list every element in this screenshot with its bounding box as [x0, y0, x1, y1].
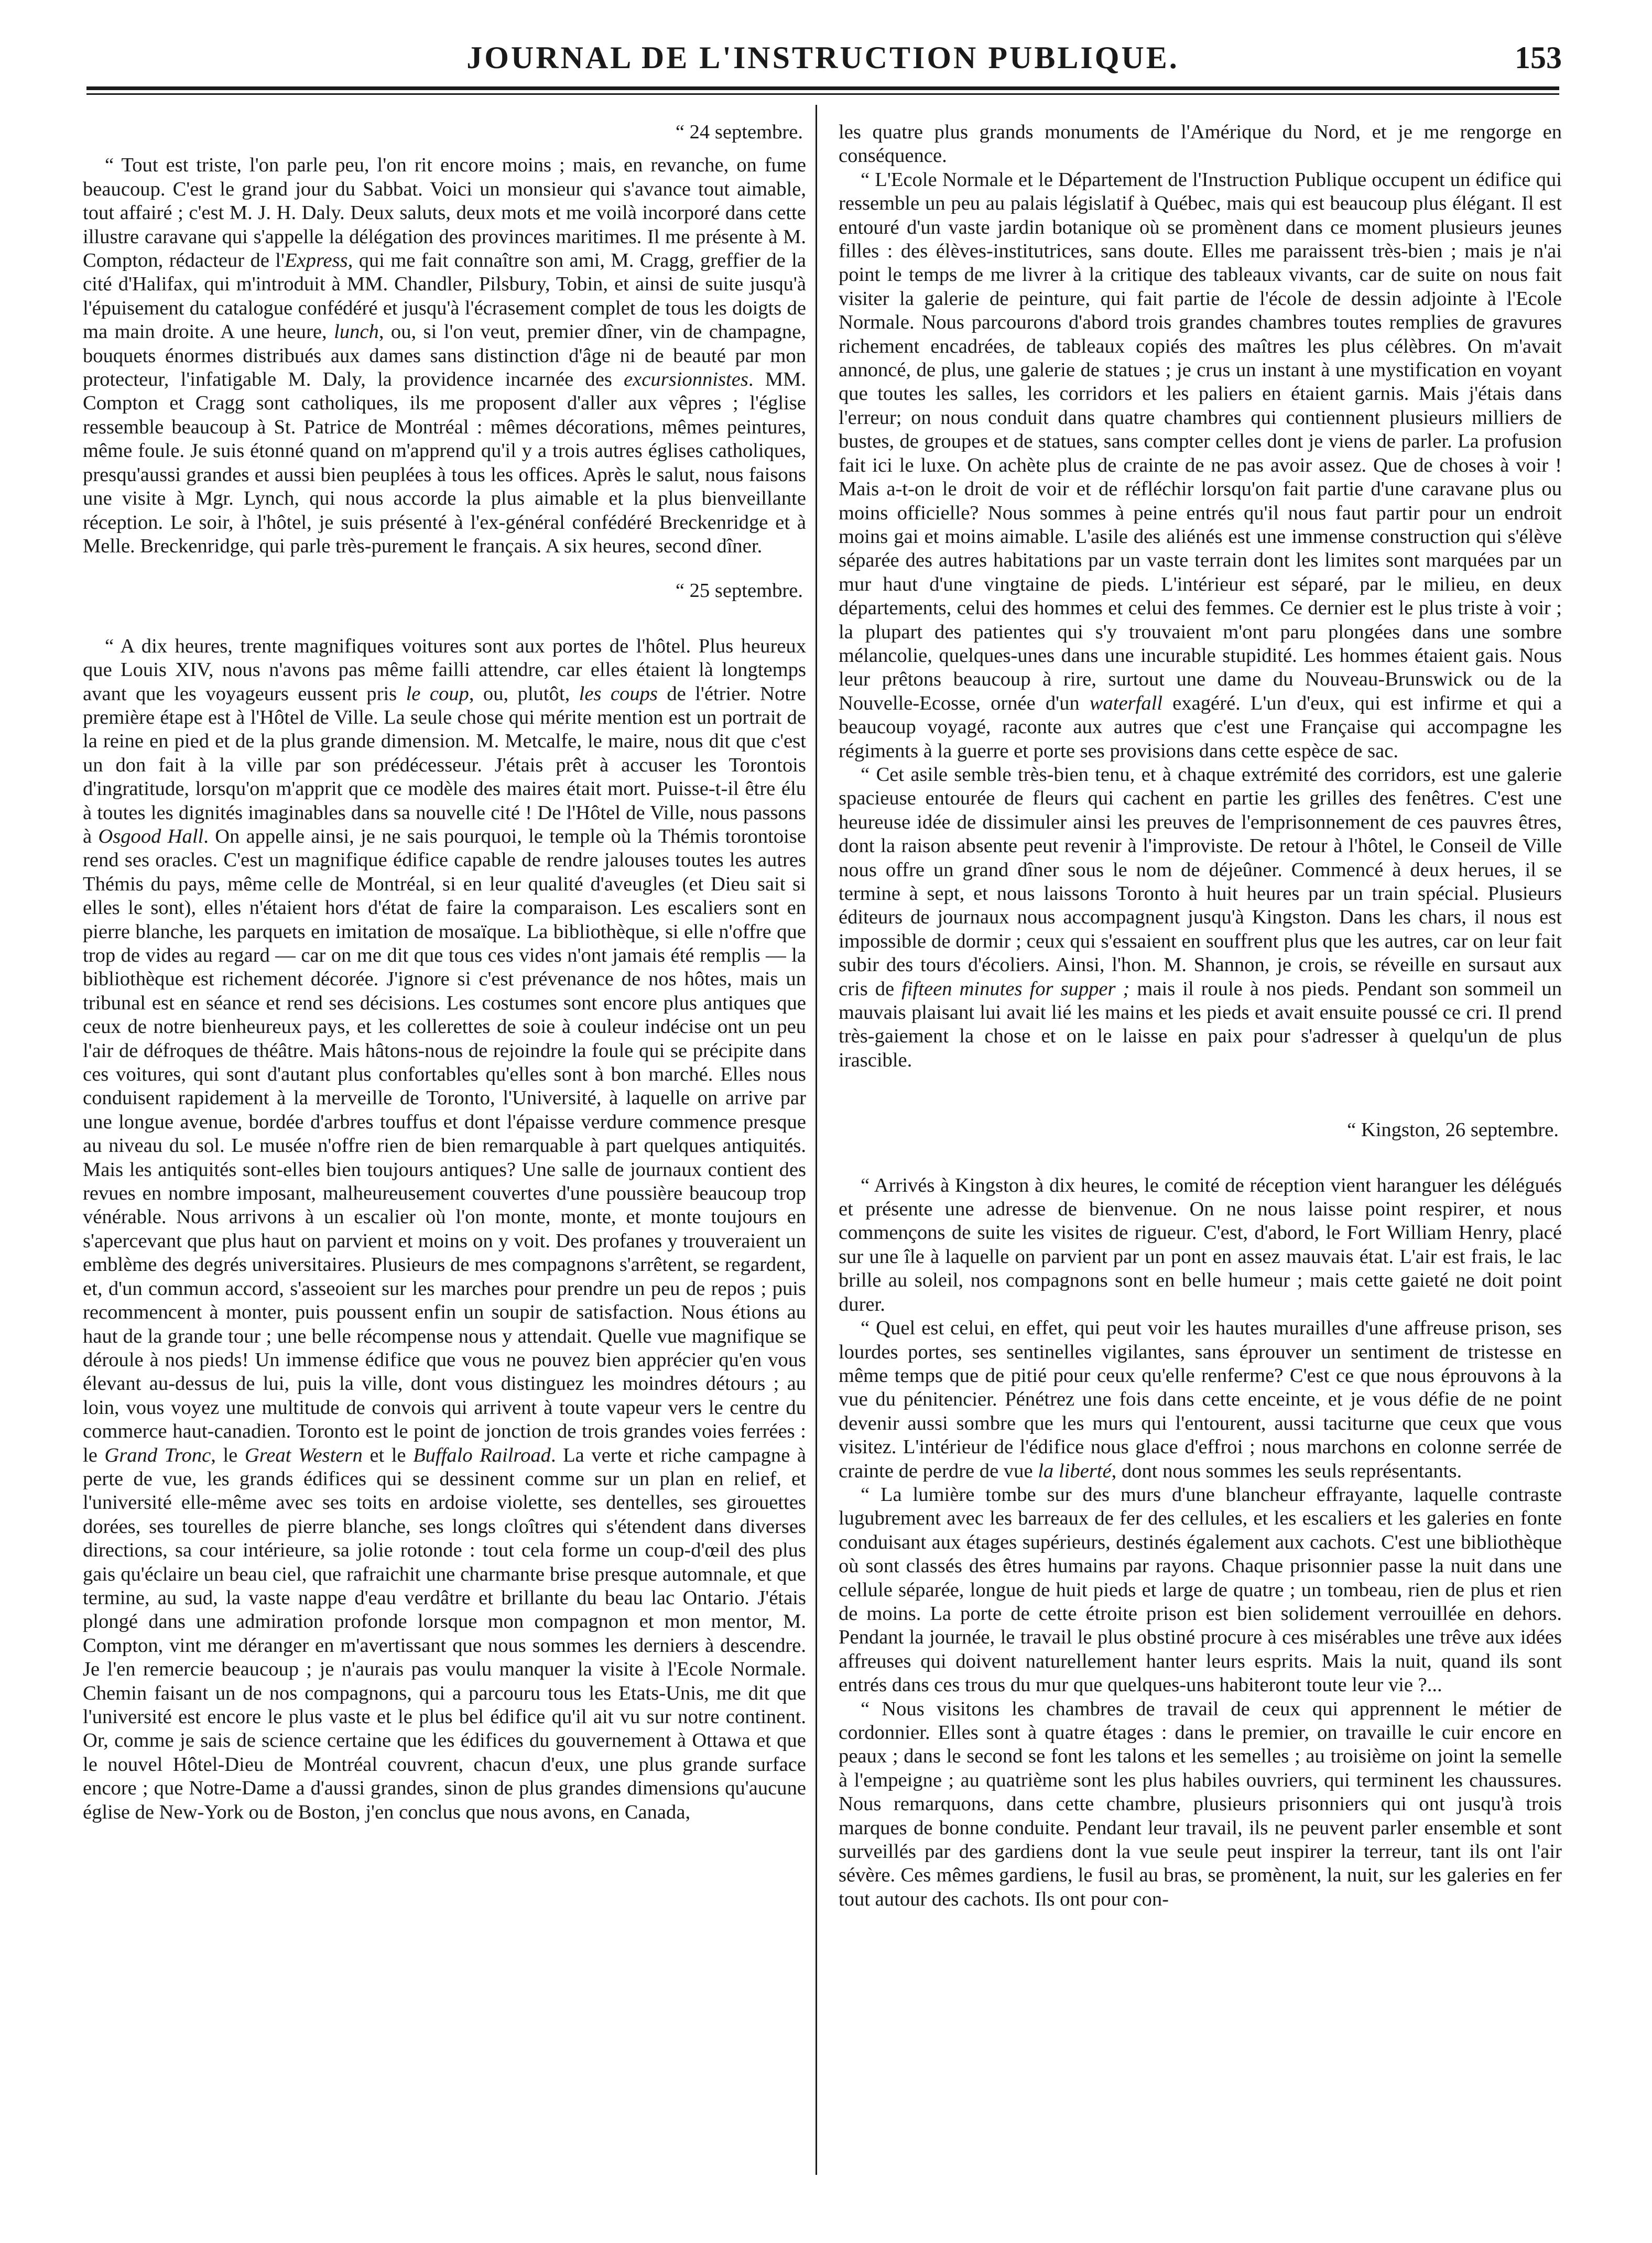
journal-title: JOURNAL DE L'INSTRUCTION PUBLIQUE. [466, 40, 1179, 75]
right-column [839, 121, 1562, 1911]
paragraph-ecole-normale: “ L'Ecole Normale et le Département de l'Instruction Publique occupent un édifice qui ressemble un peu au palais législatif à Québec, mais qui est beaucoup plus élégant. Il est entouré d'un vaste jardin botanique où se promènent dans ce moment plusieurs jeunes filles : des élèves-institutrices, sans doute. Elles me paraissent très-bien ; mais je n'ai point le temps de me livrer à la critique des tableaux vivants, car de suite on nous fait visiter la galerie de peinture, qui fait partie de l'école de dessin adjointe à l'Ecole Normale. Nous parcourons d'abord trois grandes chambres toutes remplies de gravures richement encadrées, de tableaux copiés des maîtres les plus célèbres. On m'avait annoncé, de plus, une galerie de statues ; je crus un instant à une mystification en voyant que toutes les salles, les corridors et les paliers en étaient garnis. Mais j'étais dans l'erreur; on nous conduit dans quatre chambres qui contiennent plusieurs milliers de bustes, de groupes et de statues, sans compter celles dont je viens de parler. La profusion fait ici le luxe. On achète plus de crainte de ne pas avoir assez. Que de choses à voir ! Mais a-t-on le droit de voir et de réfléchir lorsqu'on fait partie d'une caravane plus ou moins officielle? Nous sommes à peine entrés qu'il nous faut partir pour un endroit moins gai et moins aimable. L'asile des aliénés est une immense construction qui s'élève séparée des autres habitations par un vaste terrain dont les limites sont marquées par un mur haut d'une vingtaine de pieds. L'intérieur est séparé, par le milieu, en deux départements, celui des hommes et celui des femmes. Ce dernier est le plus triste à voir ; la plupart des patientes qui s'y trouvaient m'ont paru plongées dans une sombre mélancolie, quelques-unes dans une incurable stupidité. Les hommes étaient gais. Nous leur prêtons beaucoup à rire, surtout une dame du Nouveau-Brunswick ou de la Nouvelle-Ecosse, ornée d'un waterfall exagéré. L'un d'eux, qui est infirme et qui a beaucoup voyagé, raconte aux autres que c'est une Française qui accompagne les régiments à la guerre et porte ses provisions dans cette espèce de sac. [839, 168, 1562, 762]
paragraph-asile: “ Cet asile semble très-bien tenu, et à chaque extrémité des corridors, est une galerie spacieuse entourée de fleurs qui cachent en partie les grilles des fenêtres. C'est une heureuse idée de dissimuler ainsi les preuves de l'emprisonnement de ces pauvres êtres, dont la raison absente peut revenir à l'improviste. De retour à l'hôtel, le Conseil de Ville nous offre un grand dîner sous le nom de déjeûner. Commencé à deux herues, il se termine à sept, et nous laissons Toronto à huit heures par un train spécial. Plusieurs éditeurs de journaux nous accompagnent jusqu'à Kingston. Dans les chars, il nous est impossible de dormir ; ceux qui s'essaient en souffrent plus que les autres, car on leur fait subir des tours d'écoliers. Ainsi, l'hon. M. Shannon, je crois, se réveille en sursaut aux cris de fifteen minutes for supper ; mais il roule à nos pieds. Pendant son sommeil un mauvais plaisant lui avait lié les mains et les pieds et avait ensuite poussé ce cri. Il prend très-gaiement la chose et on le laisse en paix pour s'adresser à quelqu'un de plus irascible. [839, 763, 1562, 1071]
paragraph-cordonniers: “ Nous visitons les chambres de travail de ceux qui apprennent le métier de cordonnier. Elles sont à quatre étages : dans le premier, on travaille le cuir encore en peaux ; dans le second se font les talons et les semelles ; au troisième on joint la semelle à l'empeigne ; au quatrième sont les plus habiles ouvriers, qui terminent les chaussures. Nous remarquons, dans cette chambre, plusieurs prisonniers qui ont jusqu'à trois marques de bonne conduite. Pendant leur travail, ils ne peuvent parler ensemble et sont surveillés par des gardiens dont la vue seule peut inspirer la terreur, tant ils ont l'air sévère. Ces mêmes gardiens, le fusil au bras, se promènent, la nuit, sur les galeries en fer tout autour des cachots. Ils ont pour con- [839, 1697, 1562, 1910]
paragraph-kingston-arrivee: “ Arrivés à Kingston à dix heures, le comité de réception vient haranguer les délégués et présente une adresse de bienvenue. On ne nous laisse point respirer, et nous commençons de suite les visites de rigueur. C'est, d'abord, le Fort William Henry, placé sur une île à laquelle on parvient par un pont en assez mauvais état. L'air est frais, le lac brille au soleil, nos compagnons sont en belle humeur ; mais cette gaieté ne doit point durer. [839, 1174, 1562, 1315]
dateline-24-septembre: “ 24 septembre. [675, 121, 803, 143]
paragraph-24-septembre: “ Tout est triste, l'on parle peu, l'on rit encore moins ; mais, en revanche, on fume beaucoup. C'est le grand jour du Sabbat. Voici un monsieur qui s'avance tout aimable, tout affairé ; c'est M. J. H. Daly. Deux saluts, deux mots et me voilà incorporé dans cette illustre caravane qui s'appelle la délégation des provinces maritimes. Il me présente à M. Compton, rédacteur de l'Express, qui me fait connaître son ami, M. Cragg, greffier de la cité d'Halifax, qui m'introduit à MM. Chandler, Pilsbury, Tobin, et ainsi de suite jusqu'à l'épuisement du catalogue confédéré et jusqu'à l'écrasement complet de tous les doigts de ma main droite. A une heure, lunch, ou, si l'on veut, premier dîner, vin de champagne, bouquets énormes distribués aux dames sans distinction d'âge ni de beauté par mon protecteur, l'infatigable M. Daly, la providence incarnée des excursionnistes. MM. Compton et Cragg sont catholiques, ils me proposent d'aller aux vêpres ; l'église ressemble beaucoup à St. Patrice de Montréal : mêmes décorations, mêmes peintures, même foule. Je suis étonné quand on m'apprend qu'il y a trois autres églises catholiques, presqu'aussi grandes et aussi bien peuplées à tous les offices. Après le salut, nous faisons une visite à Mgr. Lynch, qui nous accorde la plus aimable et la plus bienveillante réception. Le soir, à l'hôtel, je suis présenté à l'ex-général confédéré Breckenridge et à Melle. Breckenridge, qui parle très-purement le français. A six heures, second dîner. [83, 154, 806, 557]
column-divider [816, 105, 817, 2175]
paragraph-penitencier: “ Quel est celui, en effet, qui peut voir les hautes murailles d'une affreuse prison, ses lourdes portes, ses sentinelles vigilantes, sans éprouver un sentiment de tristesse en même temps que de pitié pour ceux qu'elle renferme? C'est ce que nous éprouvons à la vue du pénitencier. Pénétrez une fois dans cette enceinte, et je vous défie de ne point devenir aussi sombre que les murs qui l'entourent, aussi taciturne que ceux que vous visitez. L'intérieur de l'édifice nous glace d'effroi ; nous marchons en colonne serrée de crainte de perdre de vue la liberté, dont nous sommes les seuls représentants. [839, 1317, 1562, 1482]
paragraph-lumiere: “ La lumière tombe sur des murs d'une blancheur effrayante, laquelle contraste lugubrement avec les barreaux de fer des cellules, et les escaliers et les galeries en fonte conduisant aux étages supérieurs, destinés également aux cachots. C'est une bibliothèque où sont classés des êtres humains par rayons. Chaque prisonnier passe la nuit dans une cellule séparée, longue de huit pieds et large de quatre ; un tombeau, rien de plus et rien de moins. La porte de cette étroite prison est bien solidement verrouillée en dehors. Pendant la journée, le travail le plus obstiné procure à ces misérables une trêve aux idées affreuses qui doivent naturellement hanter leurs esprits. Mais la nuit, quand ils sont entrés dans ces trous du mur que quelques-uns habiteront toute leur vie ?... [839, 1483, 1562, 1696]
header-rule-thick [86, 86, 1559, 90]
paragraph-continuation: les quatre plus grands monuments de l'Amérique du Nord, et je me rengorge en conséquence. [839, 121, 1562, 167]
page-header [84, 31, 1562, 89]
left-column [83, 121, 806, 1824]
paragraph-25-septembre: “ A dix heures, trente magnifiques voitures sont aux portes de l'hôtel. Plus heureux que Louis XIV, nous n'avons pas même failli attendre, car elles étaient là longtemps avant que les voyageurs eussent pris le coup, ou, plutôt, les coups de l'étrier. Notre première étape est à l'Hôtel de Ville. La seule chose qui mérite mention est un portrait de la reine en pied et de la plus grande dimension. M. Metcalfe, le maire, nous dit que c'est un don fait à la ville par son prédécesseur. J'étais prêt à accuser les Torontois d'ingratitude, lorsqu'on m'apprit que ce modèle des maires était mort. Puisse-t-il être élu à toutes les dignités imaginables dans sa nouvelle cité ! De l'Hôtel de Ville, nous passons à Osgood Hall. On appelle ainsi, je ne sais pourquoi, le temple où la Thémis torontoise rend ses oracles. C'est un magnifique édifice capable de rendre jalouses toutes les autres Thémis du pays, même celle de Montréal, si en leur qualité d'aveugles (et Dieu sait si elles le sont), elles n'étaient hors d'état de faire la comparaison. Les escaliers sont en pierre blanche, les parquets en imitation de mosaïque. La bibliothèque, si elle n'offre que trop de vides au regard — car on me dit que tous ces vides n'ont jamais été remplis — la bibliothèque est richement décorée. J'ignore si c'est prévenance de nos hôtes, mais un tribunal est en séance et rend ses décisions. Les costumes sont encore plus antiques que ceux de notre bienheureux pays, et les collerettes de soie à couleur indécise ont un peu l'air de défroques de théâtre. Mais hâtons-nous de rejoindre la foule qui se précipite dans ces voitures, qui sont d'autant plus confortables qu'elles sont à bon marché. Elles nous conduisent rapidement à la merveille de Toronto, l'Université, à laquelle on arrive par une longue avenue, bordée d'arbres touffus et dont l'épaisse verdure commence presque au niveau du sol. Le musée n'offre rien de bien remarquable à part quelques antiquités. Mais les antiquités sont-elles bien toujours antiques? Une salle de journaux contient des revues en nombre imposant, malheureusement couvertes d'une poussière beaucoup trop vénérable. Nous arrivons à un escalier où l'on monte, monte, et monte toujours en s'apercevant que plus haut on parvient et moins on y voit. Des profanes y trouveraient un emblème des degrés universitaires. Plusieurs de mes compagnons s'arrêtent, se regardent, et, d'un commun accord, s'asseoient sur les marches pour prendre un peu de repos ; puis recommencent à monter, puis poussent enfin un soupir de satisfaction. Nous étions au haut de la grande tour ; une belle récompense nous y attendait. Quelle vue magnifique se déroule à nos pieds! Un immense édifice que vous ne pouvez bien apprécier qu'en vous élevant au-dessus de lui, puis la ville, dont vous distinguez les moindres détours ; au loin, vous voyez une multitude de convois qui arrivent à toute vapeur vers le centre du commerce haut-canadien. Toronto est le point de jonction de trois grandes voies ferrées : le Grand Tronc, le Great Western et le Buffalo Railroad. La verte et riche campagne à perte de vue, les grands édifices qui se dessinent comme sur un plan en relief, et l'université elle-même avec ses toits en ardoise violette, ses dentelles, ses girouettes dorées, ses tourelles de pierre blanche, ses longs cloîtres qui s'étendent dans diverses directions, sa cour intérieure, sa jolie rotonde : tout cela forme un coup-d'œil des plus gais qu'éclaire un beau ciel, que rafraichit une charmante brise presque automnale, et que termine, au sud, la vaste nappe d'eau verdâtre et brillante du beau lac Ontario. J'étais plongé dans une admiration profonde lorsque mon compagnon et mon mentor, M. Compton, vint me déranger en m'avertissant que nous sommes les derniers à descendre. Je l'en remercie beaucoup ; je n'aurais pas voulu manquer la visite à l'Ecole Normale. Chemin faisant un de nos compagnons, qui a parcouru tous les Etats-Unis, me dit que l'université est encore le plus vaste et le plus bel édifice qu'il ait vu sur notre continent. Or, comme je sais de science certaine que les édifices du gouvernement à Ottawa et que le nouvel Hôtel-Dieu de Montréal couvrent, chacun d'eux, une plus grande surface encore ; que Notre-Dame a d'aussi grandes, sinon de plus grandes dimensions qu'aucune église de New-York ou de Boston, j'en conclus que nous avons, en Canada, [83, 635, 806, 1823]
dateline-25-septembre: “ 25 septembre. [675, 580, 803, 602]
page-number: 153 [1515, 40, 1562, 75]
dateline-kingston-26-septembre: “ Kingston, 26 septembre. [1347, 1119, 1559, 1141]
header-rule-thin [86, 93, 1559, 95]
